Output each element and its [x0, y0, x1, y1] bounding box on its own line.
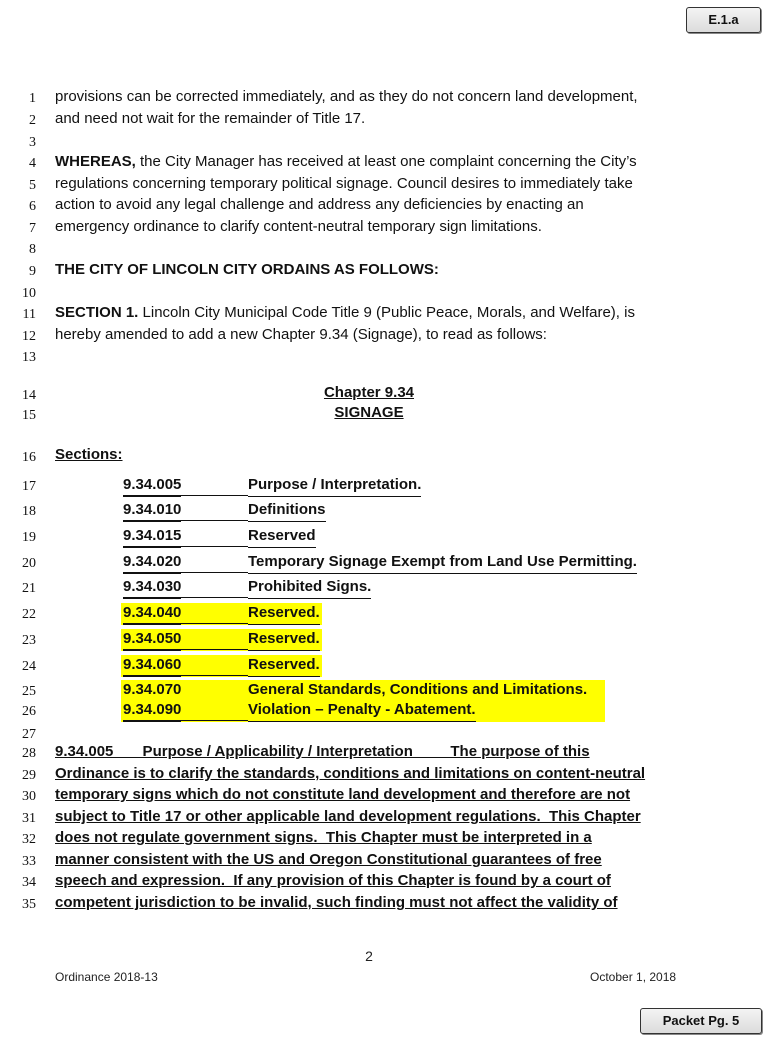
whereas-paragraph-start	[55, 153, 637, 170]
line-number: 32	[22, 832, 36, 847]
section-title: Purpose / Interpretation.	[248, 476, 421, 497]
line-number: 18	[22, 504, 36, 519]
line-text: hereby amended to add a new Chapter 9.34 (Signage), to read as follows:	[55, 326, 547, 343]
section-entry	[0, 476, 700, 498]
section-entry	[0, 501, 700, 523]
line-number: 20	[22, 556, 36, 571]
line-number: 31	[22, 811, 36, 826]
line-number: 8	[29, 242, 36, 257]
line-text: does not regulate government signs. This Chapter must be interpreted in a	[55, 829, 592, 846]
section-entry	[0, 630, 700, 652]
line-number: 16	[22, 450, 36, 465]
chapter-title: Chapter 9.34	[323, 384, 415, 401]
line-number: 35	[22, 897, 36, 912]
section-entry	[0, 701, 700, 723]
line-text: regulations concerning temporary political signage. Council desires to immediately take	[55, 175, 633, 192]
line-text: provisions can be corrected immediately, and as they do not concern land development,	[55, 88, 638, 105]
line-text: and need not wait for the remainder of Title 17.	[55, 110, 366, 127]
section-title: Temporary Signage Exempt from Land Use Permitting.	[248, 553, 637, 574]
section-entry	[0, 578, 700, 600]
line-number: 27	[22, 727, 36, 742]
section-number: 9.34.010	[123, 501, 181, 522]
line-number: 6	[29, 199, 36, 214]
line-number: 19	[22, 530, 36, 545]
section-1-paragraph-start	[55, 304, 635, 321]
packet-page-tag: Packet Pg. 5	[640, 1008, 762, 1034]
section-entry	[0, 527, 700, 549]
line-number: 24	[22, 659, 36, 674]
line-number: 26	[22, 704, 36, 719]
line-number: 1	[29, 91, 36, 106]
section-title: Definitions	[248, 501, 326, 522]
page-number: 2	[365, 948, 373, 964]
section-title: Reserved	[248, 527, 316, 548]
line-number: 23	[22, 633, 36, 648]
section-title: Violation – Penalty - Abatement.	[248, 701, 476, 722]
section-title: General Standards, Conditions and Limitations.	[248, 681, 587, 702]
line-text: action to avoid any legal challenge and address any deficiencies by enacting an	[55, 196, 584, 213]
line-number: 3	[29, 135, 36, 150]
section-number: 9.34.060	[123, 656, 181, 677]
whereas-label: WHEREAS,	[55, 153, 136, 170]
line-number: 30	[22, 789, 36, 804]
ordinance-date: October 1, 2018	[590, 970, 677, 984]
section-title: Reserved.	[248, 656, 320, 677]
line-text: competent jurisdiction to be invalid, such finding must not affect the validity of	[55, 894, 618, 911]
section-number: 9.34.090	[123, 701, 181, 722]
line-number: 12	[22, 329, 36, 344]
line-number: 21	[22, 581, 36, 596]
section-number: 9.34.040	[123, 604, 181, 625]
section-number: 9.34.005	[123, 476, 181, 497]
line-text: emergency ordinance to clarify content-neutral temporary sign limitations.	[55, 218, 542, 235]
line-number: 34	[22, 875, 36, 890]
section-number: 9.34.020	[123, 553, 181, 574]
section-1-label: SECTION 1.	[55, 304, 139, 321]
line-text: temporary signs which do not constitute land development and therefore are not	[55, 786, 631, 803]
line-number: 10	[22, 286, 36, 301]
line-text: manner consistent with the US and Oregon Constitutional guarantees of free	[55, 851, 602, 868]
ordinance-number: Ordinance 2018-13	[55, 970, 158, 984]
section-entry	[0, 553, 700, 575]
section-number: 9.34.015	[123, 527, 181, 548]
ordains-heading: THE CITY OF LINCOLN CITY ORDAINS AS FOLLOWS:	[55, 261, 439, 278]
line-number: 7	[29, 221, 36, 236]
line-number: 11	[22, 307, 36, 322]
line-number: 4	[29, 156, 36, 171]
section-title: Reserved.	[248, 630, 320, 651]
line-text: Ordinance is to clarify the standards, conditions and limitations on content-neutral	[55, 765, 646, 782]
line-number: 25	[22, 684, 36, 699]
line-number: 22	[22, 607, 36, 622]
sections-label: Sections:	[55, 446, 123, 463]
line-number: 33	[22, 854, 36, 869]
line-text: the City Manager has received at least one complaint concerning the City’s	[135, 153, 637, 170]
line-number: 13	[22, 350, 36, 365]
line-number: 28	[22, 746, 36, 761]
line-number: 5	[29, 178, 36, 193]
section-number: 9.34.070	[123, 681, 181, 702]
line-number: 2	[29, 113, 36, 128]
section-number: 9.34.050	[123, 630, 181, 651]
section-entry	[0, 656, 700, 678]
line-number: 14	[22, 388, 36, 403]
line-number: 15	[22, 408, 36, 423]
line-number: 17	[22, 479, 36, 494]
line-text: 9.34.005 Purpose / Applicability / Interpretation The purpose of this	[55, 743, 590, 760]
chapter-subtitle: SIGNAGE	[334, 404, 404, 421]
line-text: speech and expression. If any provision of this Chapter is found by a court of	[55, 872, 611, 889]
section-title: Prohibited Signs.	[248, 578, 371, 599]
line-text: Lincoln City Municipal Code Title 9 (Public Peace, Morals, and Welfare), is	[138, 304, 635, 321]
line-number: 9	[29, 264, 36, 279]
section-title: Reserved.	[248, 604, 320, 625]
section-number: 9.34.030	[123, 578, 181, 599]
line-number: 29	[22, 768, 36, 783]
document-tag: E.1.a	[686, 7, 761, 33]
section-entry	[0, 604, 700, 626]
line-text: subject to Title 17 or other applicable land development regulations. This Chapter	[55, 808, 641, 825]
